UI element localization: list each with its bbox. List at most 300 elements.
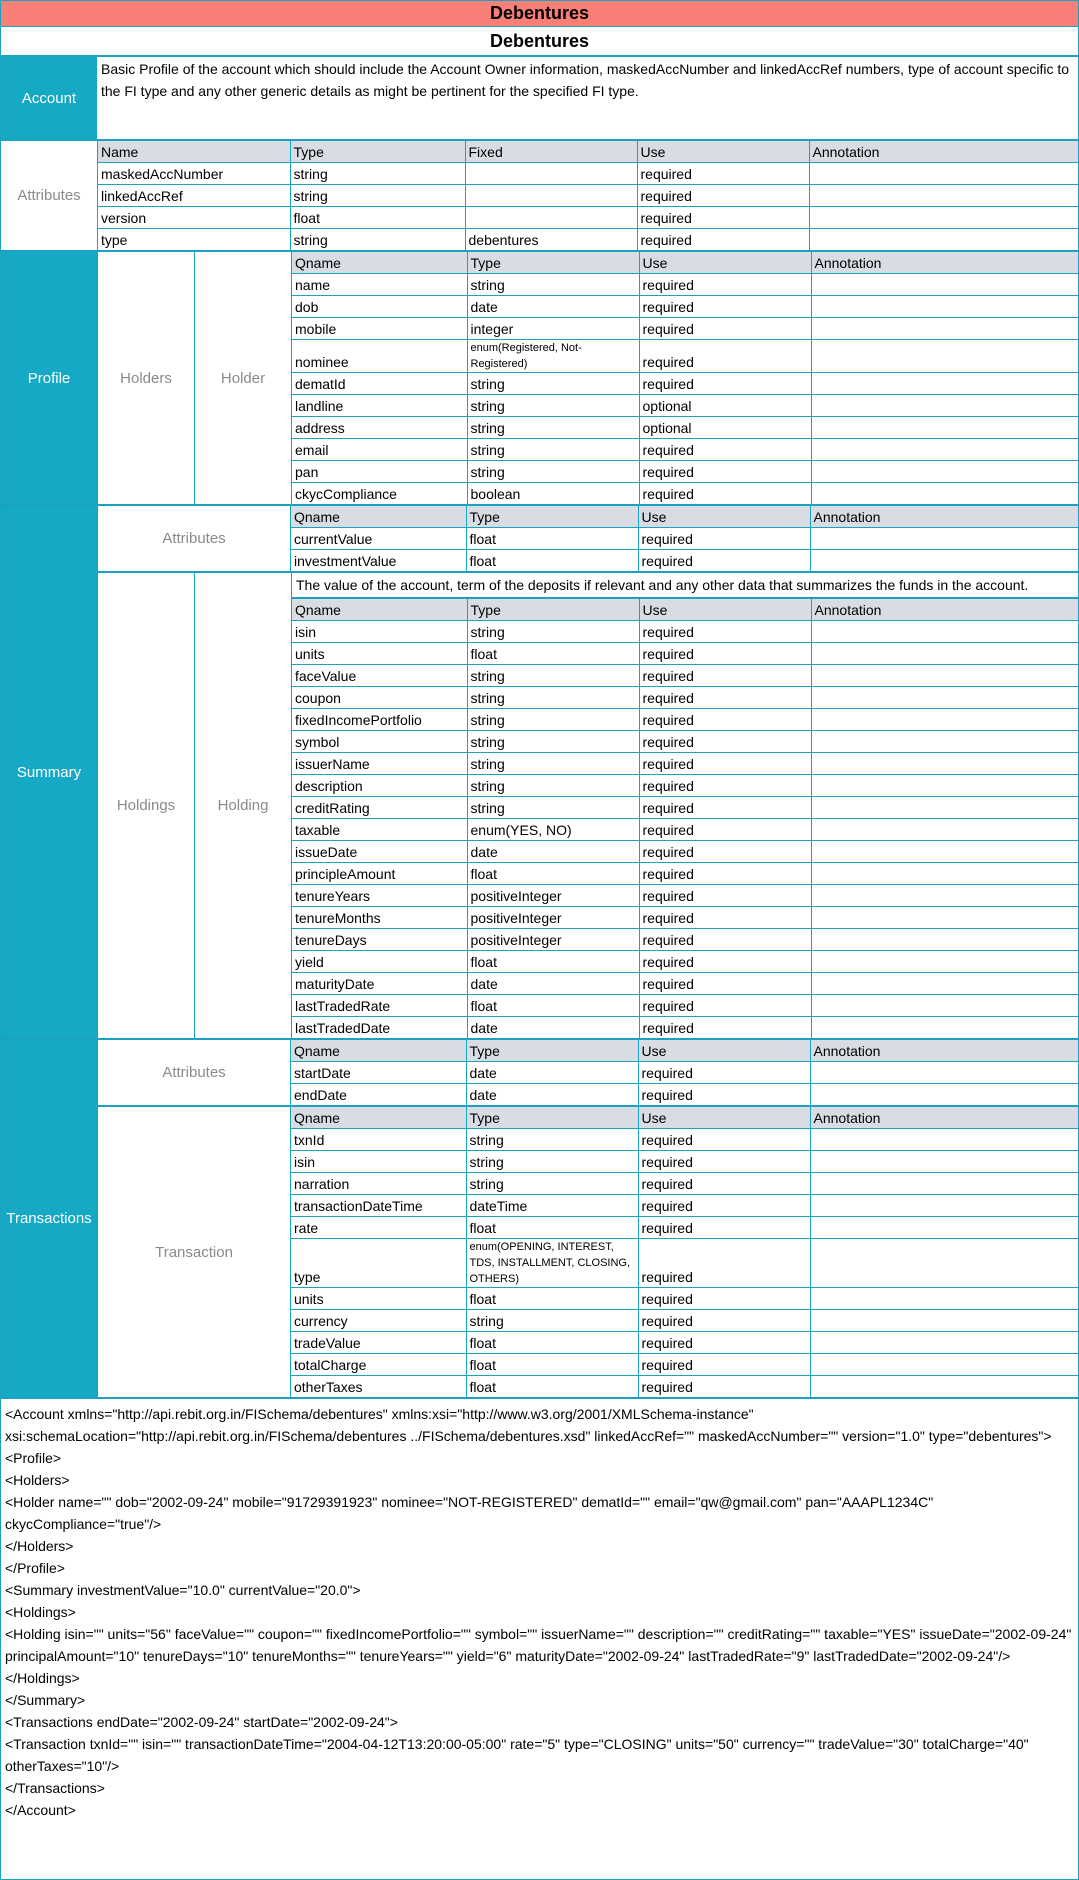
table-cell — [811, 797, 1078, 819]
table-row — [98, 229, 1078, 251]
table-cell — [465, 207, 637, 229]
table-cell: boolean — [467, 483, 639, 505]
table-cell: float — [466, 550, 638, 572]
table-cell — [810, 1288, 1078, 1310]
xml-line: </Summary> — [5, 1692, 86, 1708]
table-row — [98, 207, 1078, 229]
table-cell: required — [639, 373, 811, 395]
table-cell: units — [292, 643, 467, 665]
table-cell: required — [638, 1195, 810, 1217]
account-section — [1, 57, 1078, 141]
table-cell: string — [467, 797, 639, 819]
table-cell: positiveInteger — [467, 929, 639, 951]
transaction-label: Transaction — [155, 1243, 233, 1261]
table-cell: optional — [639, 417, 811, 439]
table-cell: required — [639, 274, 811, 296]
summary-label: Summary — [1, 506, 97, 1038]
table-cell: type — [98, 229, 290, 251]
table-cell: txnId — [291, 1129, 466, 1151]
table-row — [292, 665, 1078, 687]
column-header: Annotation — [810, 1040, 1078, 1062]
table-cell — [811, 373, 1078, 395]
table-row — [292, 687, 1078, 709]
column-header: Use — [638, 1107, 810, 1129]
table-cell: string — [467, 665, 639, 687]
table-cell: required — [637, 185, 809, 207]
table-row — [291, 1354, 1078, 1376]
table-cell: principleAmount — [292, 863, 467, 885]
table-header-row — [292, 252, 1078, 274]
profile-label: Profile — [1, 252, 97, 504]
table-cell: required — [637, 229, 809, 251]
table-cell: required — [638, 1239, 810, 1288]
table-cell: description — [292, 775, 467, 797]
table-cell: tenureYears — [292, 885, 467, 907]
table-cell — [811, 907, 1078, 929]
table-cell — [810, 1173, 1078, 1195]
table-cell: string — [466, 1173, 638, 1195]
table-cell: issueDate — [292, 841, 467, 863]
table-cell: name — [292, 274, 467, 296]
table-cell: required — [639, 885, 811, 907]
summary-attributes-label: Attributes — [162, 530, 226, 547]
table-cell: otherTaxes — [291, 1376, 466, 1398]
table-cell — [809, 229, 1078, 251]
table-cell — [810, 1151, 1078, 1173]
table-cell — [810, 1310, 1078, 1332]
column-header: Annotation — [810, 506, 1078, 528]
table-row — [291, 1332, 1078, 1354]
table-row — [292, 1017, 1078, 1039]
table-cell: float — [466, 528, 638, 550]
table-cell: required — [639, 461, 811, 483]
table-cell: isin — [291, 1151, 466, 1173]
table-cell: string — [466, 1310, 638, 1332]
table-cell: required — [638, 1173, 810, 1195]
table-cell: tradeValue — [291, 1332, 466, 1354]
table-cell: required — [638, 550, 810, 572]
summary-attributes-table — [291, 506, 1078, 571]
table-cell: narration — [291, 1173, 466, 1195]
table-header-row — [292, 599, 1078, 621]
transaction-table — [291, 1107, 1078, 1397]
table-cell: string — [467, 395, 639, 417]
table-cell: string — [467, 709, 639, 731]
table-cell: required — [639, 731, 811, 753]
table-row — [292, 483, 1078, 505]
table-header-row — [291, 1107, 1078, 1129]
table-row — [292, 318, 1078, 340]
table-row — [98, 185, 1078, 207]
table-cell: required — [638, 1084, 810, 1106]
table-row — [292, 395, 1078, 417]
column-header: Type — [466, 1040, 638, 1062]
xml-line: </Holders> — [5, 1538, 74, 1554]
table-cell: required — [637, 163, 809, 185]
table-row — [292, 973, 1078, 995]
table-row — [292, 885, 1078, 907]
table-row — [291, 1062, 1078, 1084]
table-cell: maskedAccNumber — [98, 163, 290, 185]
table-cell — [811, 1017, 1078, 1039]
table-cell: float — [467, 863, 639, 885]
table-row — [292, 709, 1078, 731]
table-cell: required — [638, 1310, 810, 1332]
column-header: Qname — [291, 1107, 466, 1129]
transactions-attributes-table — [291, 1040, 1078, 1105]
table-cell: tenureDays — [292, 929, 467, 951]
table-cell: nominee — [292, 340, 467, 373]
table-row — [292, 775, 1078, 797]
holding-table — [292, 599, 1078, 1038]
table-cell: string — [467, 687, 639, 709]
table-cell: fixedIncomePortfolio — [292, 709, 467, 731]
table-cell — [810, 1332, 1078, 1354]
table-cell: pan — [292, 461, 467, 483]
table-cell: totalCharge — [291, 1354, 466, 1376]
table-cell: required — [639, 951, 811, 973]
table-cell: required — [637, 207, 809, 229]
table-cell: float — [467, 951, 639, 973]
xml-line: <Profile> — [5, 1450, 62, 1466]
table-cell: string — [467, 731, 639, 753]
transactions-section — [1, 1040, 1078, 1399]
holding-label: Holding — [194, 573, 291, 1038]
xml-line: </Account> — [5, 1802, 76, 1818]
table-cell: string — [467, 417, 639, 439]
table-row — [292, 461, 1078, 483]
table-row — [292, 731, 1078, 753]
profile-section — [1, 252, 1078, 506]
column-header: Use — [637, 141, 809, 163]
table-row — [98, 163, 1078, 185]
table-row — [292, 797, 1078, 819]
xml-line: <Transaction txnId="" isin="" transactionDateTime="2004-04-12T13:20:00-05:00" rate="5" type="CLOSING" units="50" currency="" tradeValue="30" totalCharge="40" otherTaxes="10"/> — [5, 1736, 1029, 1774]
account-attributes-label: Attributes — [17, 187, 81, 204]
table-row — [292, 841, 1078, 863]
table-cell: enum(OPENING, INTEREST, TDS, INSTALLMENT, CLOSING, OTHERS) — [466, 1239, 638, 1288]
column-header: Type — [466, 506, 638, 528]
table-cell: required — [639, 621, 811, 643]
table-cell: required — [639, 819, 811, 841]
table-row — [291, 1173, 1078, 1195]
table-cell: symbol — [292, 731, 467, 753]
account-attributes-table — [98, 141, 1078, 250]
xml-line: <Summary investmentValue="10.0" currentValue="20.0"> — [5, 1582, 361, 1598]
column-header: Type — [467, 599, 639, 621]
table-cell: required — [638, 1376, 810, 1398]
table-cell: type — [291, 1239, 466, 1288]
table-cell — [811, 665, 1078, 687]
table-cell — [811, 417, 1078, 439]
table-row — [291, 1195, 1078, 1217]
column-header: Qname — [291, 1040, 466, 1062]
table-row — [291, 1239, 1078, 1288]
column-header: Fixed — [465, 141, 637, 163]
table-cell: string — [467, 373, 639, 395]
table-cell — [810, 1129, 1078, 1151]
table-row — [292, 417, 1078, 439]
table-cell: string — [467, 621, 639, 643]
table-cell — [811, 995, 1078, 1017]
table-cell — [811, 318, 1078, 340]
column-header: Type — [466, 1107, 638, 1129]
table-cell: required — [639, 483, 811, 505]
table-row — [292, 863, 1078, 885]
table-cell — [811, 340, 1078, 373]
table-row — [292, 907, 1078, 929]
table-cell: date — [467, 296, 639, 318]
table-cell — [811, 775, 1078, 797]
xml-line: <Holdings> — [5, 1604, 76, 1620]
table-cell: required — [638, 1288, 810, 1310]
table-cell — [810, 1239, 1078, 1288]
column-header: Qname — [292, 599, 467, 621]
table-cell — [811, 687, 1078, 709]
table-cell: email — [292, 439, 467, 461]
table-cell — [811, 819, 1078, 841]
table-row — [292, 995, 1078, 1017]
table-cell: dematId — [292, 373, 467, 395]
table-cell: linkedAccRef — [98, 185, 290, 207]
table-row — [292, 951, 1078, 973]
table-cell: ckycCompliance — [292, 483, 467, 505]
table-cell: coupon — [292, 687, 467, 709]
table-cell: required — [639, 929, 811, 951]
table-cell: date — [467, 841, 639, 863]
table-cell: yield — [292, 951, 467, 973]
table-cell: date — [467, 973, 639, 995]
table-cell: issuerName — [292, 753, 467, 775]
table-cell: tenureMonths — [292, 907, 467, 929]
xml-line: </Holdings> — [5, 1670, 80, 1686]
table-row — [291, 1310, 1078, 1332]
table-cell — [811, 296, 1078, 318]
table-cell: mobile — [292, 318, 467, 340]
column-header: Name — [98, 141, 290, 163]
xml-line: </Transactions> — [5, 1780, 105, 1796]
table-cell: startDate — [291, 1062, 466, 1084]
table-cell — [465, 163, 637, 185]
table-cell — [811, 709, 1078, 731]
table-row — [291, 1084, 1078, 1106]
table-cell: enum(YES, NO) — [467, 819, 639, 841]
xml-line: <Holding isin="" units="56" faceValue="" coupon="" fixedIncomePortfolio="" symbol="" issuerName="" description="" creditRating="" taxable="YES" issueDate="2002-09-24" principalAmount="10" tenureDays="10" tenureMonths="" tenureYears="" yield="6" maturityDate="2002-09-24" lastTradedRate="9" lastTradedDate="2002-09-24"/> — [5, 1626, 1072, 1664]
transactions-attributes-label: Attributes — [162, 1064, 226, 1081]
table-cell: required — [639, 841, 811, 863]
table-cell: required — [638, 1332, 810, 1354]
table-cell: required — [639, 995, 811, 1017]
table-cell: required — [639, 863, 811, 885]
table-cell: required — [639, 665, 811, 687]
table-row — [292, 929, 1078, 951]
table-cell — [811, 274, 1078, 296]
holder-label: Holder — [194, 252, 291, 504]
table-cell: debentures — [465, 229, 637, 251]
table-cell: float — [466, 1354, 638, 1376]
table-cell: taxable — [292, 819, 467, 841]
column-header: Annotation — [811, 252, 1078, 274]
column-header: Use — [638, 506, 810, 528]
table-cell: required — [639, 753, 811, 775]
summary-section — [1, 506, 1078, 1040]
column-header: Annotation — [809, 141, 1078, 163]
account-attributes-section — [1, 141, 1078, 252]
table-row — [292, 819, 1078, 841]
column-header: Qname — [291, 506, 466, 528]
table-cell: date — [466, 1062, 638, 1084]
holdings-label: Holdings — [116, 797, 176, 814]
table-cell — [810, 1217, 1078, 1239]
table-row — [292, 621, 1078, 643]
table-cell — [811, 731, 1078, 753]
table-cell: landline — [292, 395, 467, 417]
table-cell: float — [290, 207, 465, 229]
document-subtitle: Debentures — [1, 27, 1078, 57]
table-cell: required — [638, 1151, 810, 1173]
table-cell: float — [466, 1376, 638, 1398]
table-cell: float — [467, 995, 639, 1017]
table-cell: optional — [639, 395, 811, 417]
table-cell: string — [290, 185, 465, 207]
xml-line: <Transactions endDate="2002-09-24" startDate="2002-09-24"> — [5, 1714, 398, 1730]
holder-table — [292, 252, 1078, 504]
table-cell: required — [639, 1017, 811, 1039]
table-cell — [810, 1195, 1078, 1217]
table-cell — [809, 163, 1078, 185]
column-header: Use — [639, 599, 811, 621]
table-row — [292, 753, 1078, 775]
table-cell: required — [639, 439, 811, 461]
table-row — [291, 1151, 1078, 1173]
table-cell: required — [639, 318, 811, 340]
table-header-row — [291, 1040, 1078, 1062]
table-header-row — [291, 506, 1078, 528]
table-cell: currency — [291, 1310, 466, 1332]
table-cell: required — [639, 643, 811, 665]
table-cell: investmentValue — [291, 550, 466, 572]
table-cell: string — [290, 163, 465, 185]
table-cell — [810, 528, 1078, 550]
table-cell: required — [639, 709, 811, 731]
xml-line: </Profile> — [5, 1560, 65, 1576]
table-row — [291, 1376, 1078, 1398]
table-cell: currentValue — [291, 528, 466, 550]
table-cell: integer — [467, 318, 639, 340]
table-row — [291, 528, 1078, 550]
table-cell: string — [466, 1151, 638, 1173]
table-cell: positiveInteger — [467, 885, 639, 907]
table-cell — [465, 185, 637, 207]
column-header: Use — [639, 252, 811, 274]
xml-sample — [1, 1399, 1078, 1827]
table-cell: lastTradedRate — [292, 995, 467, 1017]
account-description: Basic Profile of the account which should include the Account Owner information, maskedAccNumber and linkedAccRef numbers, type of account specific to the FI type and any other generic details as might be pertinent for the specified FI type. — [101, 61, 1070, 99]
xml-line: <Holders> — [5, 1472, 70, 1488]
column-header: Type — [467, 252, 639, 274]
table-row — [291, 1288, 1078, 1310]
table-cell: required — [639, 907, 811, 929]
table-cell: maturityDate — [292, 973, 467, 995]
table-cell — [809, 185, 1078, 207]
table-cell: lastTradedDate — [292, 1017, 467, 1039]
column-header: Type — [290, 141, 465, 163]
table-cell: required — [639, 973, 811, 995]
table-row — [292, 274, 1078, 296]
table-cell: required — [639, 687, 811, 709]
table-cell — [810, 1062, 1078, 1084]
table-cell — [811, 841, 1078, 863]
table-cell — [811, 395, 1078, 417]
table-cell: date — [467, 1017, 639, 1039]
table-cell: creditRating — [292, 797, 467, 819]
table-cell — [811, 483, 1078, 505]
table-cell: required — [639, 296, 811, 318]
table-cell: endDate — [291, 1084, 466, 1106]
table-cell: version — [98, 207, 290, 229]
table-cell — [811, 439, 1078, 461]
table-cell — [811, 885, 1078, 907]
table-cell: required — [639, 797, 811, 819]
table-row — [292, 296, 1078, 318]
table-row — [291, 1217, 1078, 1239]
table-cell: string — [466, 1129, 638, 1151]
table-cell: float — [466, 1332, 638, 1354]
column-header: Use — [638, 1040, 810, 1062]
table-cell — [811, 951, 1078, 973]
table-cell: required — [638, 1129, 810, 1151]
table-row — [292, 340, 1078, 373]
transactions-label: Transactions — [1, 1040, 97, 1397]
table-cell: required — [638, 528, 810, 550]
table-cell — [811, 753, 1078, 775]
table-cell: required — [639, 340, 811, 373]
table-cell: enum(Registered, Not-Registered) — [467, 340, 639, 373]
table-cell: units — [291, 1288, 466, 1310]
table-cell — [810, 1354, 1078, 1376]
table-cell: address — [292, 417, 467, 439]
table-cell — [811, 643, 1078, 665]
table-cell: string — [467, 753, 639, 775]
table-cell — [810, 550, 1078, 572]
table-cell — [811, 973, 1078, 995]
account-label: Account — [1, 57, 97, 139]
table-cell: string — [467, 775, 639, 797]
table-row — [292, 439, 1078, 461]
table-cell: string — [467, 274, 639, 296]
column-header: Qname — [292, 252, 467, 274]
table-cell: dateTime — [466, 1195, 638, 1217]
table-cell — [811, 621, 1078, 643]
table-cell: rate — [291, 1217, 466, 1239]
table-cell: required — [639, 775, 811, 797]
table-cell: float — [466, 1288, 638, 1310]
xml-line: <Account xmlns="http://api.rebit.org.in/FISchema/debentures" xmlns:xsi="http://www.w3.org/2001/XMLSchema-instance" xsi:schemaLocation="http://api.rebit.org.in/FISchema/debentures ../FISchema/debentures.xsd" linkedAccRef="" maskedAccNumber="" version="1.0" type="debentures"> — [5, 1406, 1052, 1444]
table-header-row — [98, 141, 1078, 163]
table-cell: float — [467, 643, 639, 665]
holders-label: Holders — [97, 252, 194, 504]
banner-title: Debentures — [1, 1, 1078, 27]
table-cell: string — [467, 439, 639, 461]
table-cell — [810, 1376, 1078, 1398]
column-header: Annotation — [811, 599, 1078, 621]
table-cell: required — [638, 1062, 810, 1084]
table-cell: dob — [292, 296, 467, 318]
xml-line: <Holder name="" dob="2002-09-24" mobile="91729391923" nominee="NOT-REGISTERED" dematId="" email="qw@gmail.com" pan="AAAPL1234C" ckycCompliance="true"/> — [5, 1494, 934, 1532]
table-cell: isin — [292, 621, 467, 643]
table-cell — [809, 207, 1078, 229]
table-cell: required — [638, 1217, 810, 1239]
